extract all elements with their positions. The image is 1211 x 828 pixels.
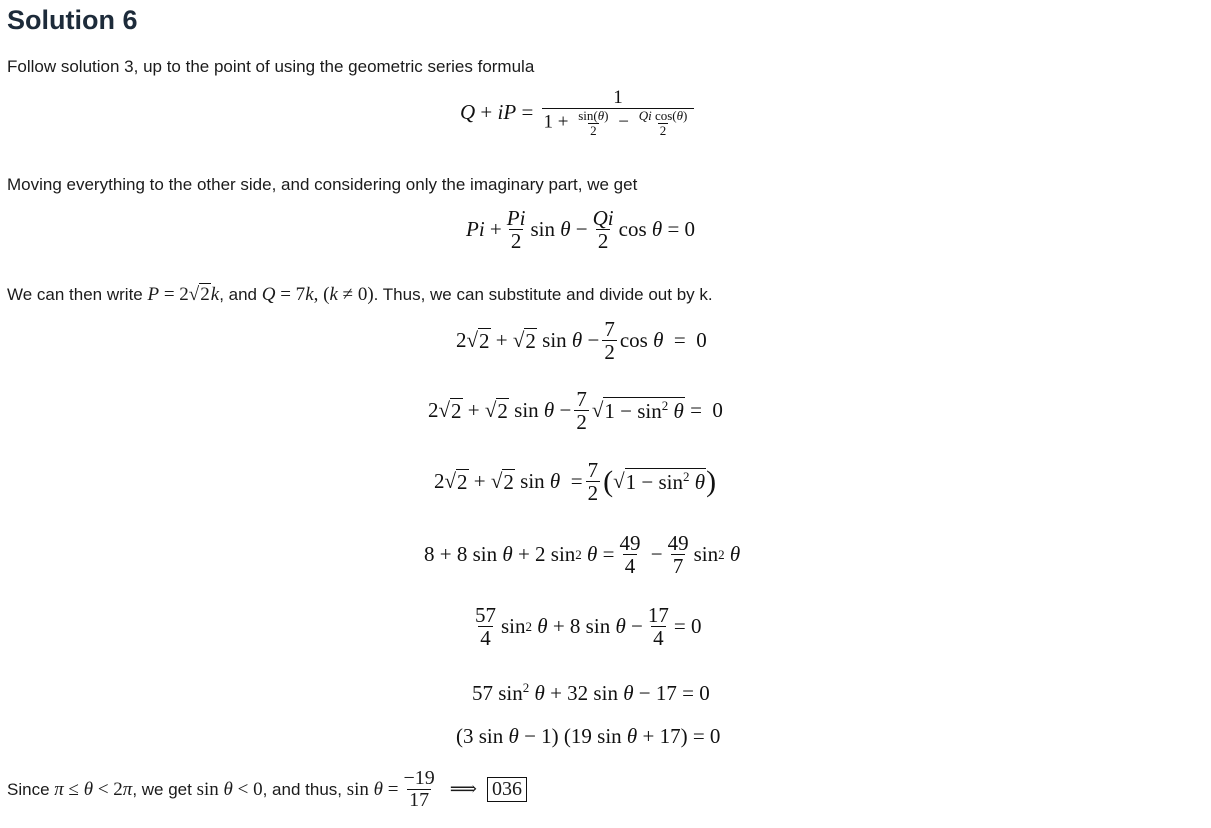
substitution-text-2: , and (219, 285, 262, 304)
equation-step-3: 2√ 2 + √ 2 sin θ = $\frac{7}{2}$ ( √ $1 - \sin^2 \theta$ ) (434, 458, 717, 506)
equation-geometric-series: Q + iP = 1 1 + $\frac{\sin(\theta)}{2}$ − $\frac{\text{Qi cos(θ)}}{2}$ (460, 88, 697, 137)
moving-paragraph: Moving everything to the other side, and considering only the imaginary part, we get (7, 175, 638, 194)
substitution-text-1: We can then write (7, 285, 148, 304)
equation-quadratic: 57 $\sin^2 \theta + 32$ sin θ − 17 = 0 (472, 680, 710, 705)
equation-step-2: 2√ 2 + √ 2 sin θ − $\frac{7}{2}$ √ $1 - \sin^2 \theta$ = 0 (428, 387, 723, 435)
substitution-text-3: . Thus, we can substitute and divide out by k. (373, 285, 713, 304)
conclusion-paragraph: Since π ≤ θ < 2π , we get sin θ < 0 , and thus, sin θ = $\frac{-19}{17}$ ⟹ 036 (7, 768, 527, 811)
equation-step-4: 8 + 8 sin θ + 2 sin 2 θ = $\frac{49}{4}$ − $\frac{49}{7}$ sin 2 θ (424, 531, 741, 579)
conclusion-text-3: , and thus, (262, 779, 342, 799)
intro-paragraph: Follow solution 3, up to the point of using the geometric series formula (7, 57, 535, 76)
substitution-paragraph: We can then write P = 2√2k, and Q = 7k, (k ≠ 0). Thus, we can substitute and divide out by k. (7, 284, 713, 305)
equation-step-5: $\frac{57}{4}$ sin 2 θ + 8 sin θ − $\frac{17}{4}$ = 0 (475, 603, 702, 651)
equation-imaginary-part: Pi + $\frac{Pi}{2}$ sin θ − $\frac{Qi}{2}$ cos θ = 0 (466, 206, 696, 254)
conclusion-text-1: Since (7, 779, 50, 799)
conclusion-text-2: , we get (132, 779, 192, 799)
page-title: Solution 6 (7, 5, 138, 35)
equation-factored: (3 sin θ − 1) (19 sin θ + 17) = 0 (456, 724, 721, 748)
final-answer-box: 036 (487, 777, 527, 802)
equation-step-1: 2√ 2 + √ 2 sin θ − $\frac{7}{2}$ cos θ = 0 (456, 317, 707, 365)
